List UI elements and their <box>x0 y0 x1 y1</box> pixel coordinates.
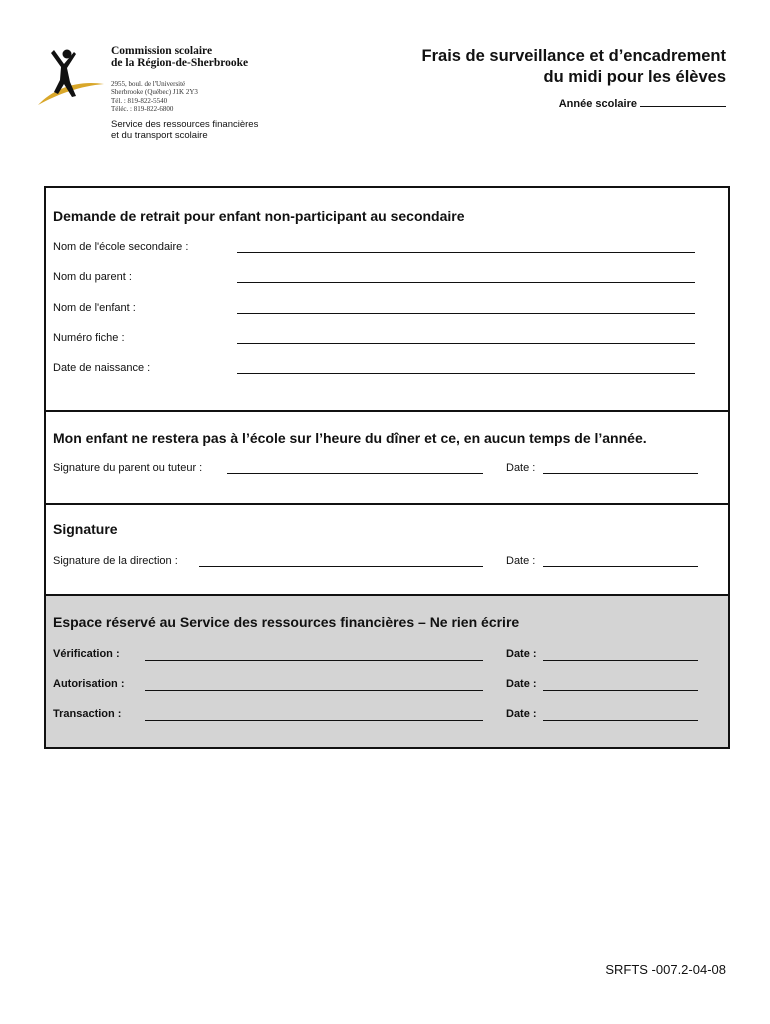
withdrawal-request-section <box>46 188 728 410</box>
school-name-blank[interactable] <box>237 252 695 253</box>
direction-signature-label: Signature de la direction : <box>53 555 178 567</box>
child-name-label: Nom de l'enfant : <box>53 302 136 314</box>
title-line-1: Frais de surveillance et d’encadrement <box>421 47 726 65</box>
date-label: Date : <box>506 708 537 720</box>
parent-name-label: Nom du parent : <box>53 271 132 283</box>
organization-name <box>111 45 248 69</box>
org-line-1: Commission scolaire <box>111 45 213 57</box>
file-number-label: Numéro fiche : <box>53 332 125 344</box>
authorization-label: Autorisation : <box>53 678 125 690</box>
school-year-label: Année scolaire <box>558 98 637 110</box>
section-heading: Signature <box>53 521 118 537</box>
document-title <box>422 46 726 88</box>
date-blank[interactable] <box>543 720 698 721</box>
signature-section <box>46 503 728 594</box>
address-line: Tél. : 819-822-5540 <box>111 96 168 105</box>
parent-name-blank[interactable] <box>237 282 695 283</box>
parent-signature-blank[interactable] <box>227 473 483 474</box>
date-label: Date : <box>506 678 537 690</box>
date-blank[interactable] <box>543 473 698 474</box>
organization-address <box>111 80 198 114</box>
file-number-blank[interactable] <box>237 343 695 344</box>
verification-label: Vérification : <box>53 648 120 660</box>
date-label: Date : <box>506 648 537 660</box>
service-line-2: et du transport scolaire <box>111 130 208 141</box>
date-blank[interactable] <box>543 660 698 661</box>
date-blank[interactable] <box>543 566 698 567</box>
date-blank[interactable] <box>543 690 698 691</box>
date-label: Date : <box>506 462 536 474</box>
direction-signature-blank[interactable] <box>199 566 483 567</box>
office-use-section <box>46 594 728 747</box>
non-participation-section <box>46 410 728 503</box>
withdrawal-form <box>44 186 730 749</box>
service-name <box>111 119 258 141</box>
birth-date-blank[interactable] <box>237 373 695 374</box>
school-board-logo <box>36 42 106 110</box>
address-line: 2955, boul. de l'Université <box>111 80 186 88</box>
child-name-blank[interactable] <box>237 313 695 314</box>
form-code: SRFTS -007.2-04-08 <box>605 962 726 977</box>
title-line-2: du midi pour les élèves <box>543 68 726 86</box>
transaction-blank[interactable] <box>145 720 483 721</box>
verification-blank[interactable] <box>145 660 483 661</box>
section-heading: Espace réservé au Service des ressources financières – Ne rien écrire <box>53 614 520 630</box>
school-year-blank[interactable] <box>640 96 726 107</box>
address-line: Téléc. : 819-822-6800 <box>111 105 174 114</box>
org-line-2: de la Région-de-Sherbrooke <box>111 57 249 69</box>
address-line: Sherbrooke (Québec) J1K 2Y3 <box>111 88 198 97</box>
section-heading: Mon enfant ne restera pas à l’école sur l’heure du dîner et ce, en aucun temps de l’année. <box>53 430 647 446</box>
school-name-label: Nom de l'école secondaire : <box>53 241 189 253</box>
service-line-1: Service des ressources financières <box>111 119 259 130</box>
authorization-blank[interactable] <box>145 690 483 691</box>
birth-date-label: Date de naissance : <box>53 362 151 374</box>
section-heading: Demande de retrait pour enfant non-participant au secondaire <box>53 208 465 224</box>
parent-signature-label: Signature du parent ou tuteur : <box>53 462 203 474</box>
date-label: Date : <box>506 555 536 567</box>
transaction-label: Transaction : <box>53 708 122 720</box>
school-year-field <box>559 96 726 110</box>
